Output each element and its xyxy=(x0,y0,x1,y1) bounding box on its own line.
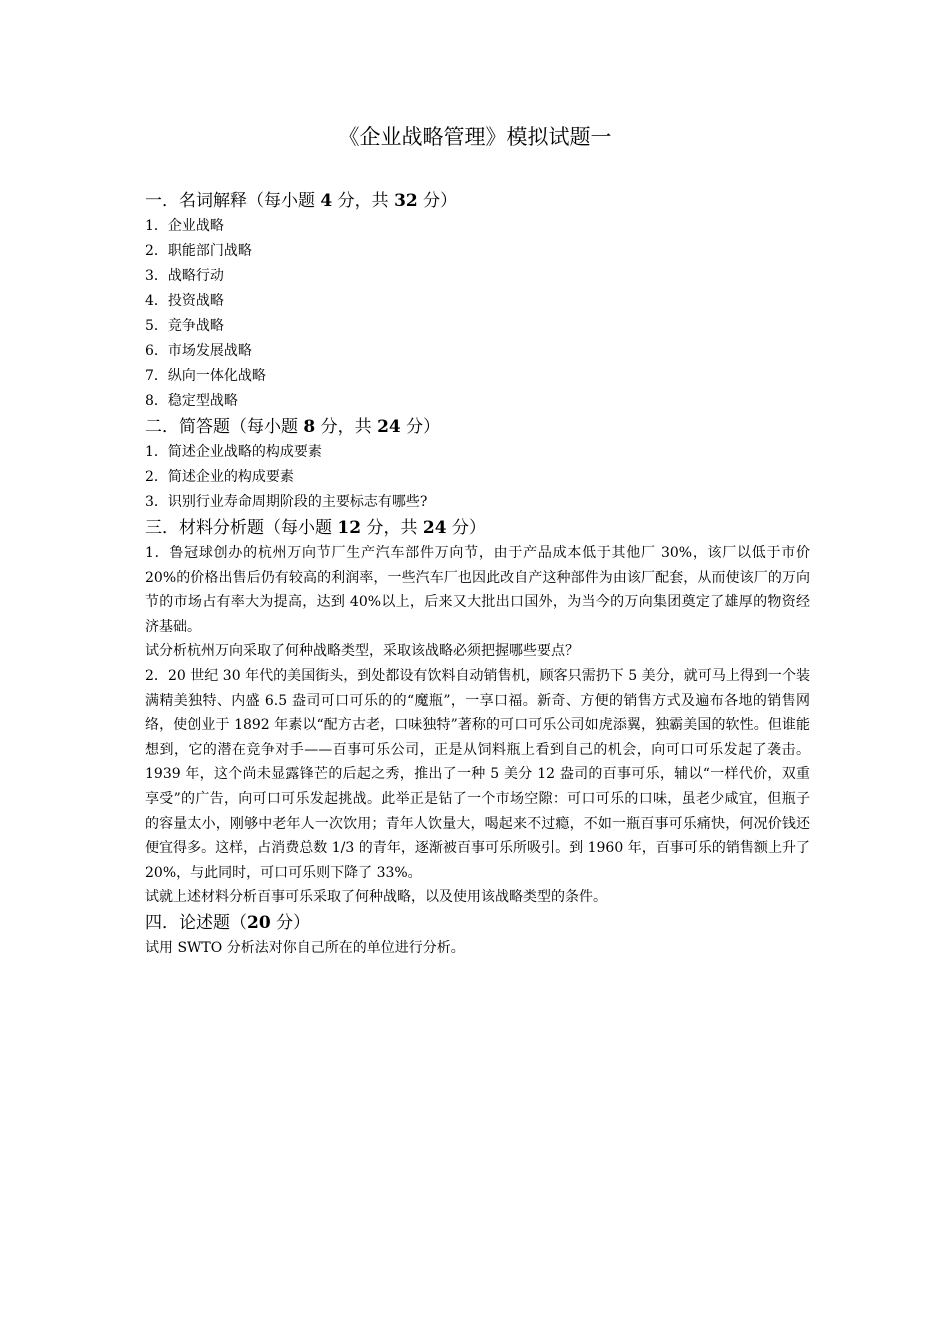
essay-question: 试用 SWTO 分析法对你自己所在的单位进行分析。 xyxy=(145,939,465,956)
section-heading xyxy=(145,414,810,440)
section-short-answer xyxy=(145,414,810,515)
heading-prefix: 四．论述题（ xyxy=(145,912,247,933)
section-term-explanation xyxy=(145,188,810,414)
document-title: 《企业战略管理》模拟试题一 xyxy=(338,125,612,149)
heading-suffix: 分） xyxy=(423,191,458,211)
case-question: 试分析杭州万向采取了何种战略类型，采取该战略必须把握哪些要点？ xyxy=(145,643,579,660)
case-question: 试就上述材料分析百事可乐采取了何种战略，以及使用该战略类型的条件。 xyxy=(145,889,607,906)
heading-middle: 分，共 xyxy=(337,191,389,211)
per-score: 4 xyxy=(320,191,333,211)
total-score: 24 xyxy=(422,518,447,538)
heading-prefix: 三．材料分析题（每小题 xyxy=(145,518,332,538)
list-item: 1．简述企业战略的构成要素 xyxy=(145,444,322,460)
list-item: 4．投资战略 xyxy=(145,293,224,309)
list-item: 2．职能部门战略 xyxy=(145,243,252,259)
per-score: 8 xyxy=(303,417,316,437)
heading-middle: 分，共 xyxy=(366,518,418,538)
list-item: 6．市场发展战略 xyxy=(145,343,252,359)
total-score: 20 xyxy=(247,912,271,933)
list-item: 2．简述企业的构成要素 xyxy=(145,469,294,485)
case-paragraph: 2．20 世纪 30 年代的美国街头，到处都设有饮料自动销售机，顾客只需扔下 5 美分，就可马上得到一个装满精美独特、内盛 6.5 盎司可口可乐的的“魔瓶”，一享口福。新奇、方便的销售方式及遍布各地的销售网络，使创业于 1892 年素以“配方古老，口味独特”著称的可口可乐公司如虎添翼，独霸美国的软性。但谁能想到，它的潜在竞争对手——百事可乐公司，正是从饲料瓶上看到自己的机会，向可口可乐发起了袭击。1939 年，这个尚未显露锋芒的后起之秀，推出了一种 5 美分 12 盎司的百事可乐，辅以“一样代价，双重享受”的广告，向可口可乐发起挑战。此举正是钻了一个市场空隙：可口可乐的口味，虽老少咸宜，但瓶子的容量太小，刚够中老年人一次饮用；青年人饮量大，喝起来不过瘾，不如一瓶百事可乐痛快，何况价钱还便宜得多。这样，占消费总数 1/3 的青年，逐渐被百事可乐所吸引。到 1960 年，百事可乐的销售额上升了 20%，与此同时，可口可乐则下降了 33%。 xyxy=(145,667,810,881)
list-item: 3．识别行业寿命周期阶段的主要标志有哪些? xyxy=(145,494,428,510)
heading-suffix: 分） xyxy=(406,417,441,437)
total-score: 24 xyxy=(377,417,401,437)
section-essay xyxy=(145,910,810,961)
list-item: 7．纵向一体化战略 xyxy=(145,368,266,384)
heading-suffix: 分） xyxy=(451,518,486,538)
per-score: 12 xyxy=(337,518,362,538)
section-case-analysis xyxy=(145,515,810,910)
heading-prefix: 二．简答题（每小题 xyxy=(145,417,298,437)
total-score: 32 xyxy=(394,191,418,211)
section-heading xyxy=(145,188,810,214)
heading-prefix: 一．名词解释（每小题 xyxy=(145,191,315,211)
list-item: 5．竞争战略 xyxy=(145,318,224,334)
section-heading xyxy=(145,910,810,936)
list-item: 1．企业战略 xyxy=(145,218,224,234)
document-body xyxy=(145,188,810,961)
list-item: 8．稳定型战略 xyxy=(145,393,238,409)
heading-suffix: 分） xyxy=(276,912,311,933)
heading-middle: 分，共 xyxy=(320,417,372,437)
case-paragraph: 1．鲁冠球创办的杭州万向节厂生产汽车部件万向节，由于产品成本低于其他厂 30%，该厂以低于市价 20%的价格出售后仍有较高的利润率，一些汽车厂也因此改自产这种部件为由该厂配套，从而使该厂的万向节的市场占有率大为提高，达到 40%以上，后来又大批出口国外，为当今的万向集团奠定了雄厚的物资经济基础。 xyxy=(145,545,810,635)
section-heading xyxy=(145,515,810,541)
list-item: 3．战略行动 xyxy=(145,268,224,284)
